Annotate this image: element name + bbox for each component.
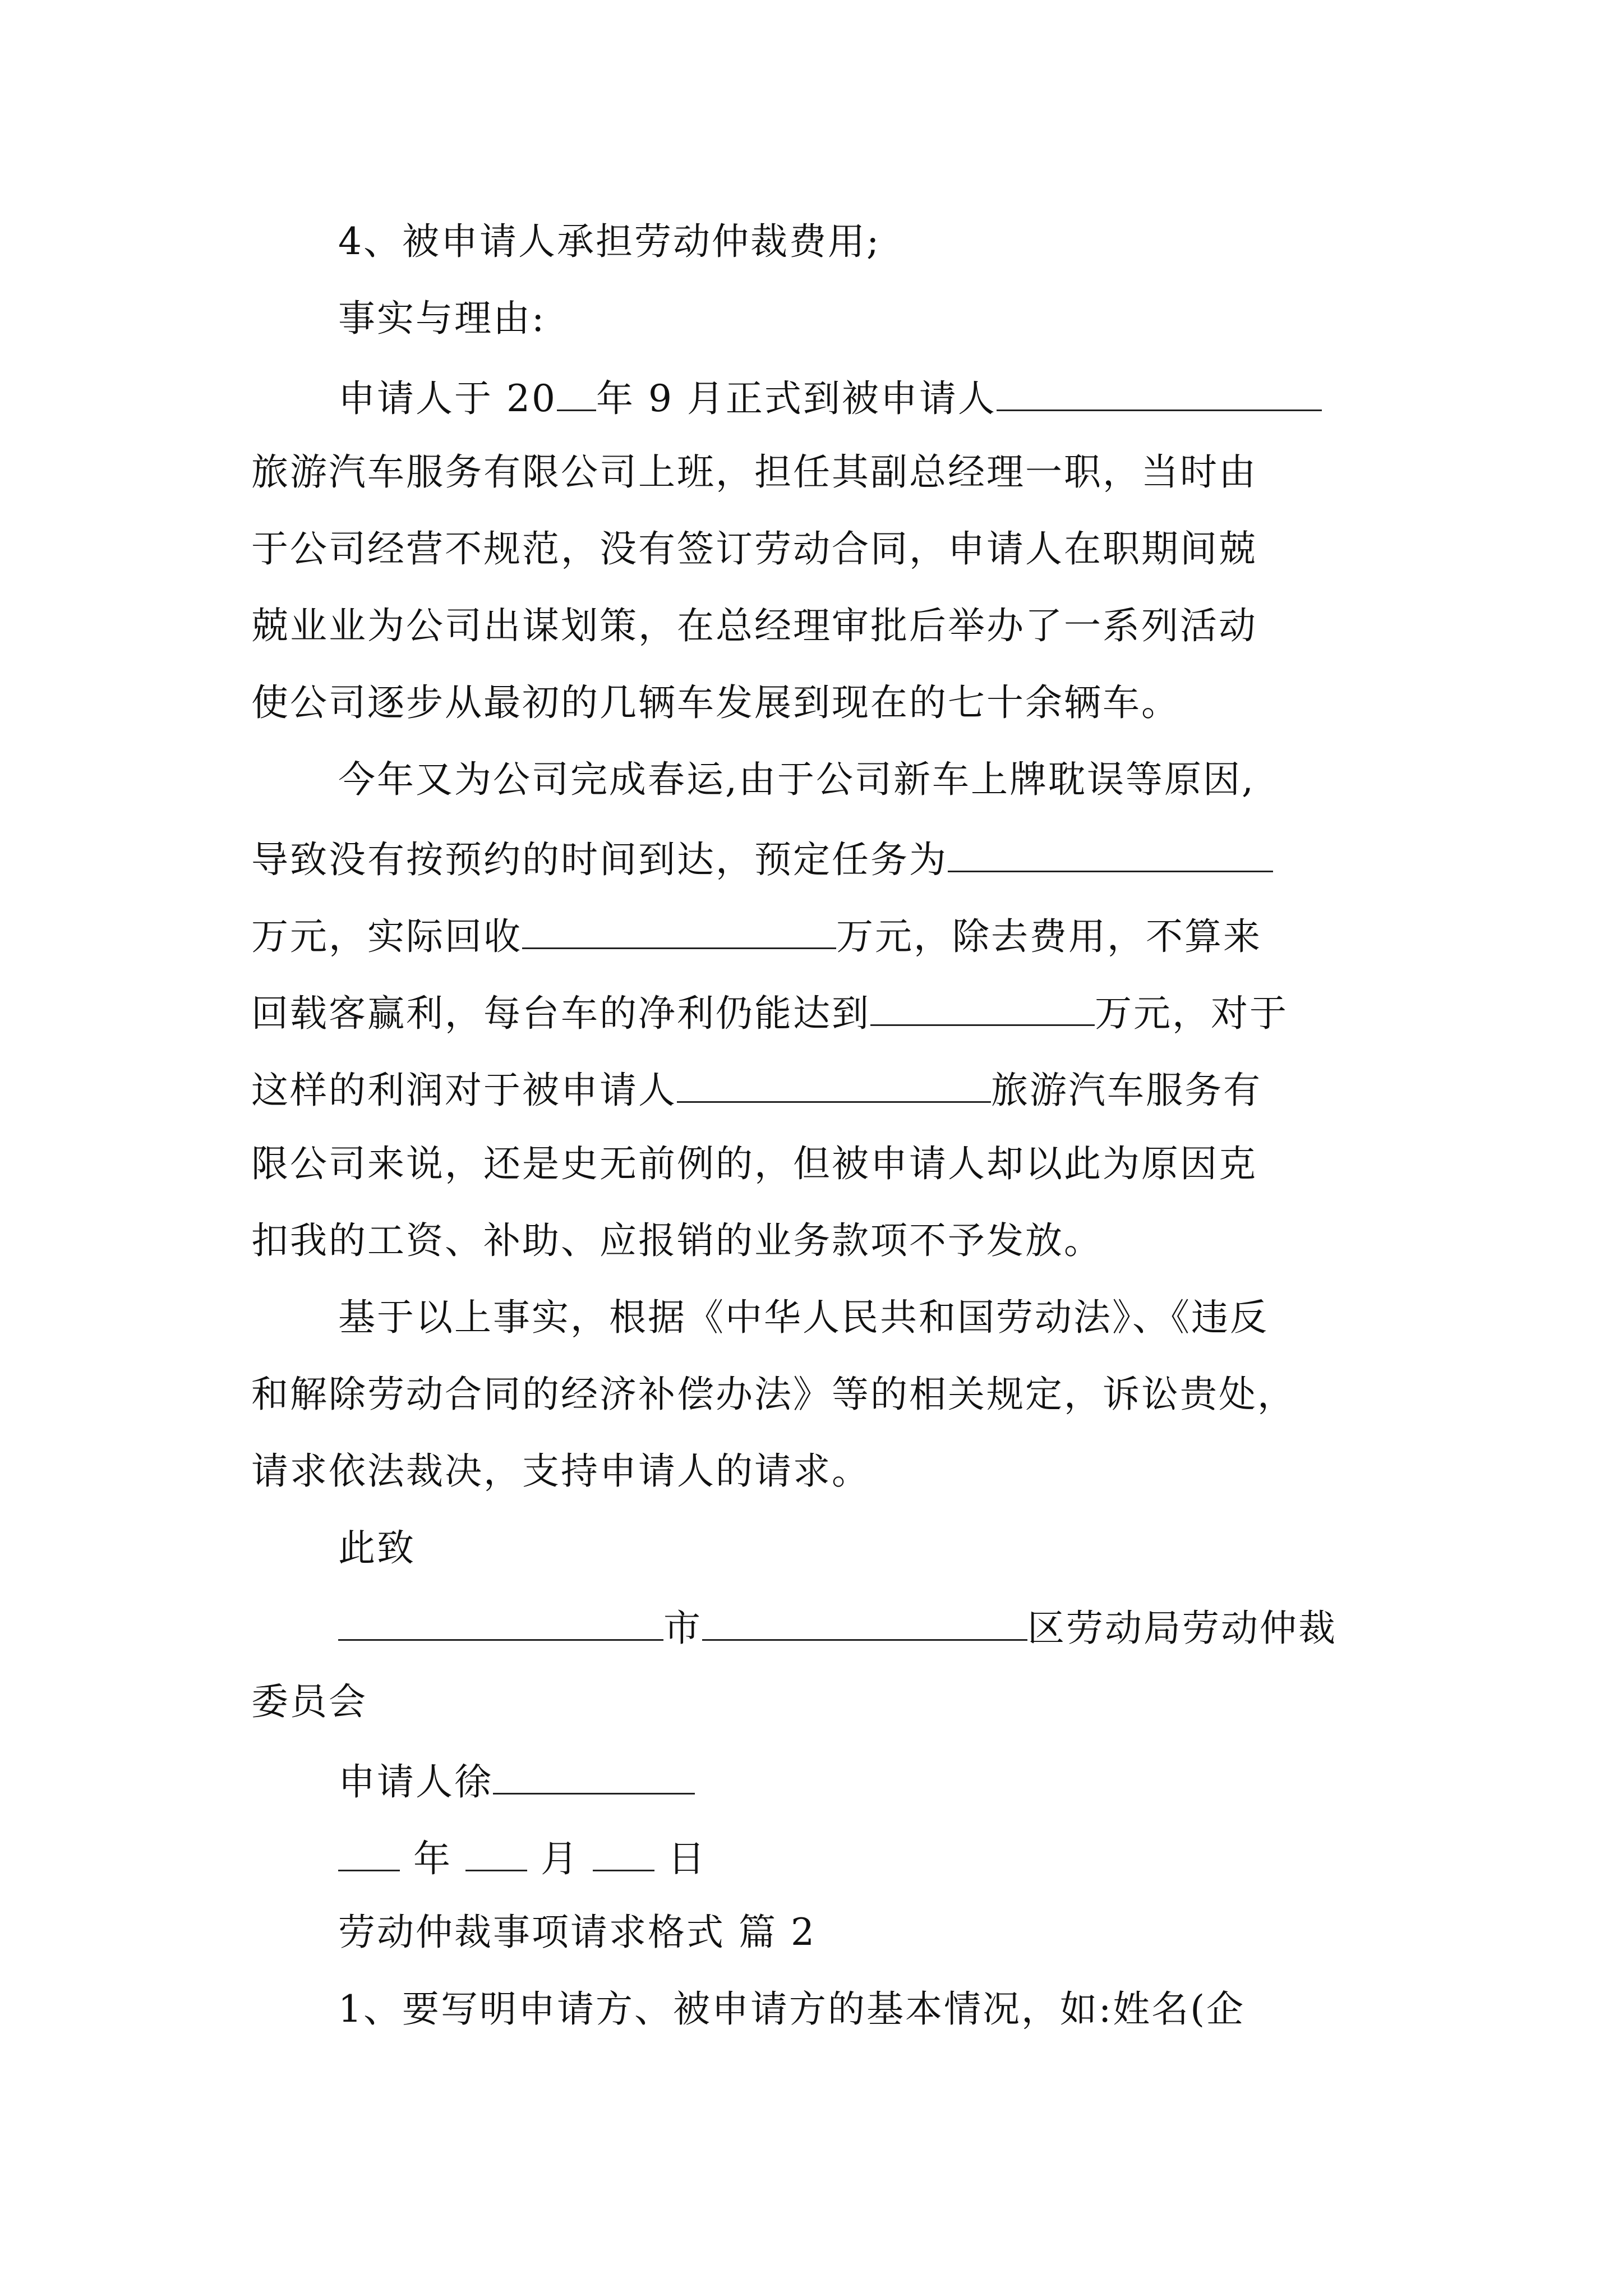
fill-in-blank [870,992,1095,1026]
recipient-line [251,1680,367,1723]
paragraph-line [338,758,1255,801]
text-run: 委员会 [251,1680,367,1723]
text-run: 旅游汽车服务有限公司上班，担任其副总经理一职，当时由 [251,450,1257,494]
text-run: 兢业业为公司出谋划策，在总经理审批后举办了一系列活动 [251,604,1257,647]
text-run: 请求依法裁决，支持申请人的请求。 [251,1450,870,1493]
text-run: 申请人徐 [338,1760,493,1803]
date-line [338,1837,707,1878]
section-heading-facts [338,297,546,340]
paragraph-line [251,681,1180,724]
recipient-line [338,1607,1337,1650]
text-run: 回载客赢利，每台车的净利仍能达到 [251,992,870,1035]
paragraph-line [251,992,1288,1035]
text-run: 基于以上事实，根据《中华人民共和国劳动法》、《违反 [338,1296,1269,1339]
text-run: 使公司逐步从最初的几辆车发展到现在的七十余辆车。 [251,681,1180,724]
text-run: 申请人于 20 [338,377,557,420]
text-run: 这样的利润对于被申请人 [251,1069,677,1112]
fill-in-blank [465,1837,527,1871]
fill-in-blank [493,1760,695,1795]
fill-in-blank [702,1607,1027,1641]
text-run: 年 [400,1837,465,1880]
applicant-signature [338,1760,695,1801]
text-run: 万元，实际回收 [251,915,522,958]
paragraph-line [251,1373,1296,1416]
text-run: 导致没有按预约的时间到达，预定任务为 [251,838,948,881]
text-run: 和解除劳动合同的经济补偿办法》等的相关规定，诉讼贵处， [251,1373,1296,1416]
fill-in-blank [338,1837,400,1871]
salutation [338,1526,416,1570]
text-run: 月 [527,1837,593,1880]
text-run: 此致 [338,1526,416,1570]
paragraph-line [338,377,1322,420]
text-run: 4、被申请人承担劳动仲裁费用; [338,220,881,263]
paragraph-line [251,1450,870,1493]
paragraph-line [251,1069,1262,1112]
text-run: 日 [654,1837,707,1880]
text-run: 区劳动局劳动仲裁 [1027,1607,1337,1650]
text-run: 市 [663,1607,702,1650]
text-run: 扣我的工资、补助、应报销的业务款项不予发放。 [251,1219,1103,1262]
section-title-part-2 [338,1911,816,1954]
text-run: 于公司经营不规范，没有签订劳动合同，申请人在职期间兢 [251,527,1257,570]
fill-in-blank [677,1069,991,1103]
paragraph-line [338,1987,1245,2031]
fill-in-blank [338,1607,663,1641]
paragraph-line [251,915,1262,958]
paragraph-line [251,604,1257,647]
text-run: 旅游汽车服务有 [991,1069,1262,1112]
paragraph-line [251,527,1257,570]
text-run: 事实与理由: [338,297,546,340]
text-run: 年 9 月正式到被申请人 [596,377,997,420]
text-run: 万元，对于 [1095,992,1288,1035]
text-run: 劳动仲裁事项请求格式 篇 2 [338,1911,816,1954]
paragraph-line [251,450,1257,494]
paragraph-line [338,220,881,263]
fill-in-blank [557,377,596,411]
fill-in-blank [593,1837,654,1871]
text-run: 万元，除去费用，不算来 [836,915,1262,958]
text-run: 限公司来说，还是史无前例的，但被申请人却以此为原因克 [251,1142,1257,1185]
fill-in-blank [948,838,1273,872]
paragraph-line [338,1296,1269,1339]
paragraph-line [251,1219,1103,1262]
text-run: 今年又为公司完成春运,由于公司新车上牌耽误等原因, [338,758,1255,801]
fill-in-blank [522,915,836,949]
fill-in-blank [997,377,1322,411]
paragraph-line [251,838,1273,881]
paragraph-line [251,1142,1257,1185]
text-run: 1、要写明申请方、被申请方的基本情况，如:姓名(企 [338,1987,1245,2031]
